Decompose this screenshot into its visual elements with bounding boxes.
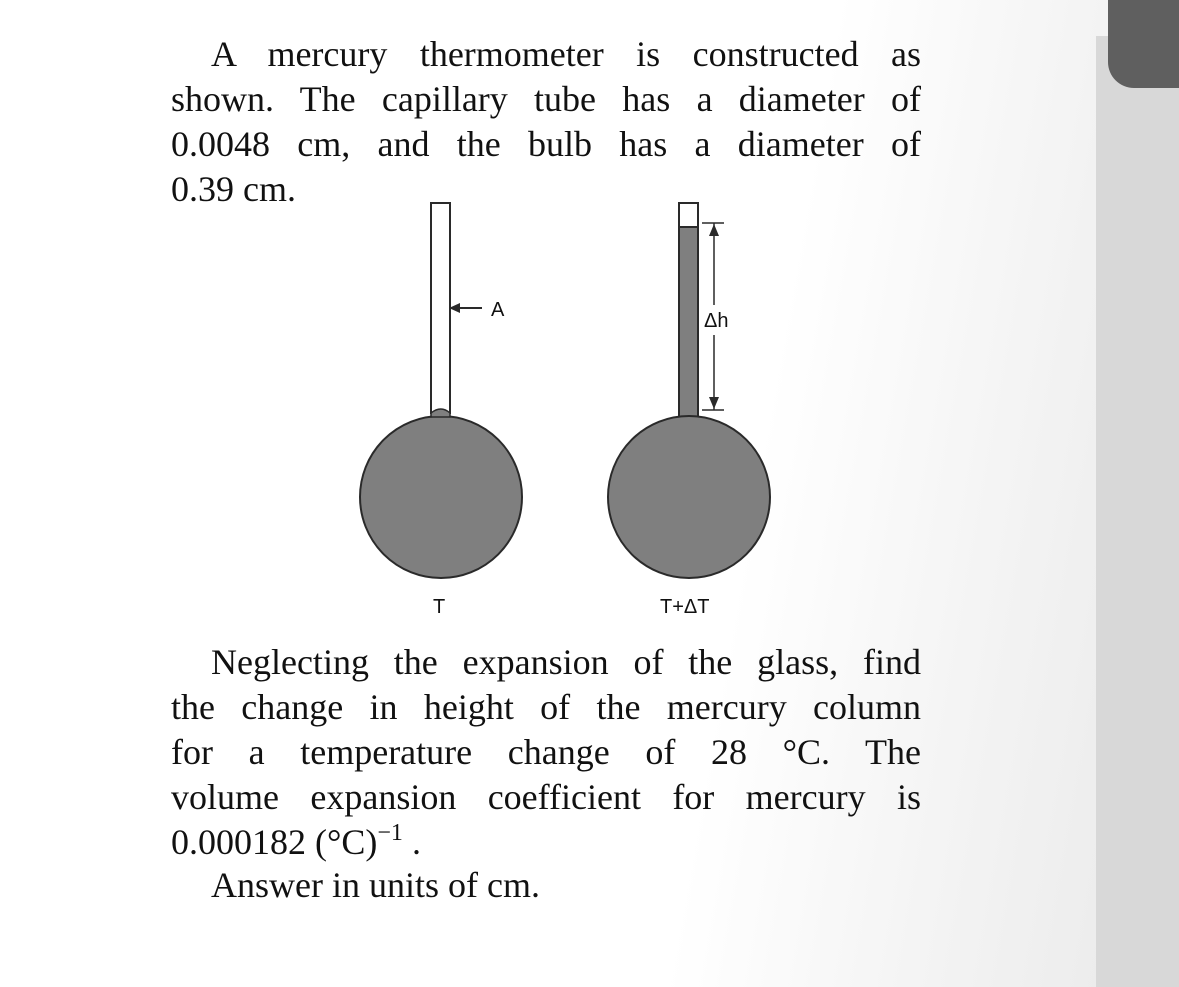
intro-line-2: shown. The capillary tube has a diameter of xyxy=(171,79,921,119)
label-temp-right: T+ΔT xyxy=(660,596,710,618)
question-line-3: for a temperature change of 28 °C. The xyxy=(171,732,921,772)
thermometer-left xyxy=(360,203,522,618)
mercury-column-right xyxy=(679,227,698,417)
coefficient-period: . xyxy=(402,822,421,862)
capillary-tube-right-empty xyxy=(679,203,698,227)
question-line-4: volume expansion coefficient for mercury is xyxy=(171,777,921,817)
label-area: A xyxy=(491,299,505,321)
intro-line-4: 0.39 cm. xyxy=(171,169,296,209)
capillary-tube-left xyxy=(431,203,450,413)
bulb-left xyxy=(360,416,522,578)
mercury-meniscus-left xyxy=(431,409,450,417)
coefficient-value: 0.000182 (°C) xyxy=(171,822,378,862)
problem-question xyxy=(171,640,921,865)
delta-h-arrow-head-bottom xyxy=(709,397,719,409)
bulb-right xyxy=(608,416,770,578)
label-temp-left: T xyxy=(433,596,446,618)
answer-units: Answer in units of cm. xyxy=(211,865,540,905)
label-delta-h: Δh xyxy=(704,310,729,332)
scrollbar-track[interactable] xyxy=(1096,36,1179,987)
delta-h-arrow-head-top xyxy=(709,224,719,236)
thermometer-right xyxy=(608,203,770,618)
intro-line-3: 0.0048 cm, and the bulb has a diameter of xyxy=(171,124,921,164)
scrollbar-thumb[interactable] xyxy=(1108,0,1179,88)
coefficient-exponent: −1 xyxy=(377,820,403,846)
question-line-1: Neglecting the expansion of the glass, find xyxy=(211,642,921,682)
question-line-5 xyxy=(171,820,921,865)
thermometer-figure xyxy=(340,195,800,625)
problem-intro xyxy=(171,32,921,212)
intro-line-1: A mercury thermometer is constructed as xyxy=(211,34,921,74)
question-line-2: the change in height of the mercury column xyxy=(171,687,921,727)
